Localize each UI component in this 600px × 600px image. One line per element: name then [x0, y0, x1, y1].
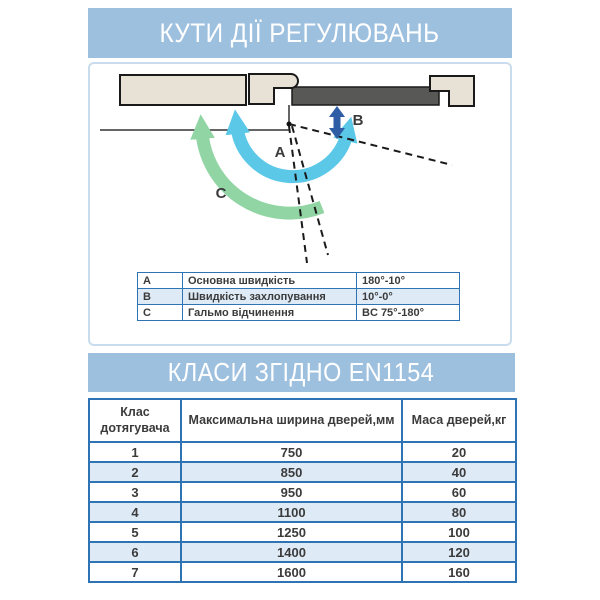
legend-value: 180°-10° [357, 273, 460, 289]
door-leaf [292, 87, 439, 105]
cell-class: 4 [89, 502, 181, 522]
cell-mass: 60 [402, 482, 516, 502]
section1-title: КУТИ ДІЇ РЕГУЛЮВАНЬ [159, 17, 440, 48]
swing-range-line [289, 124, 452, 165]
legend-key: A [138, 273, 183, 289]
label-c: C [215, 185, 227, 202]
cell-mass: 40 [402, 462, 516, 482]
table-row [89, 542, 516, 562]
section1-title-bar [88, 8, 512, 58]
cell-width: 950 [181, 482, 402, 502]
cell-class: 1 [89, 442, 181, 462]
cell-width: 850 [181, 462, 402, 482]
pivot-point [287, 122, 292, 127]
classes-header-row [89, 399, 516, 442]
door-frame-profile [249, 74, 298, 104]
legend-table [137, 272, 460, 321]
cell-width: 1600 [181, 562, 402, 582]
section2-title-bar [88, 353, 515, 392]
label-b: B [352, 112, 364, 129]
cell-class: 7 [89, 562, 181, 582]
cell-width: 1250 [181, 522, 402, 542]
cell-class: 5 [89, 522, 181, 542]
cell-mass: 160 [402, 562, 516, 582]
section2-title: КЛАСИ ЗГІДНО EN1154 [168, 357, 435, 387]
table-row [89, 442, 516, 462]
cell-class: 6 [89, 542, 181, 562]
legend-key: C [138, 305, 183, 321]
table-row [89, 522, 516, 542]
table-row [89, 462, 516, 482]
legend-row [138, 273, 460, 289]
diagram-panel [88, 62, 512, 346]
legend-name: Гальмо відчинення [183, 305, 357, 321]
cell-mass: 20 [402, 442, 516, 462]
legend-value: BC 75°-180° [357, 305, 460, 321]
cell-class: 3 [89, 482, 181, 502]
col-header-width: Максимальна ширина дверей,мм [181, 399, 402, 442]
legend-name: Швидкість захлопування [183, 289, 357, 305]
classes-table [88, 398, 517, 583]
legend-row [138, 305, 460, 321]
cell-width: 1400 [181, 542, 402, 562]
table-row [89, 502, 516, 522]
cell-mass: 120 [402, 542, 516, 562]
closing-wedge-line-1 [289, 126, 307, 263]
wall-left [120, 75, 246, 105]
legend-name: Основна швидкість [183, 273, 357, 289]
table-row [89, 562, 516, 582]
cell-mass: 100 [402, 522, 516, 542]
legend-value: 10°-0° [357, 289, 460, 305]
legend-row [138, 289, 460, 305]
cell-width: 1100 [181, 502, 402, 522]
col-header-class: Клас дотягувача [89, 399, 181, 442]
col-header-mass: Маса дверей,кг [402, 399, 516, 442]
cell-mass: 80 [402, 502, 516, 522]
cell-width: 750 [181, 442, 402, 462]
legend-key: B [138, 289, 183, 305]
table-row [89, 482, 516, 502]
label-a: A [274, 144, 286, 161]
cell-class: 2 [89, 462, 181, 482]
